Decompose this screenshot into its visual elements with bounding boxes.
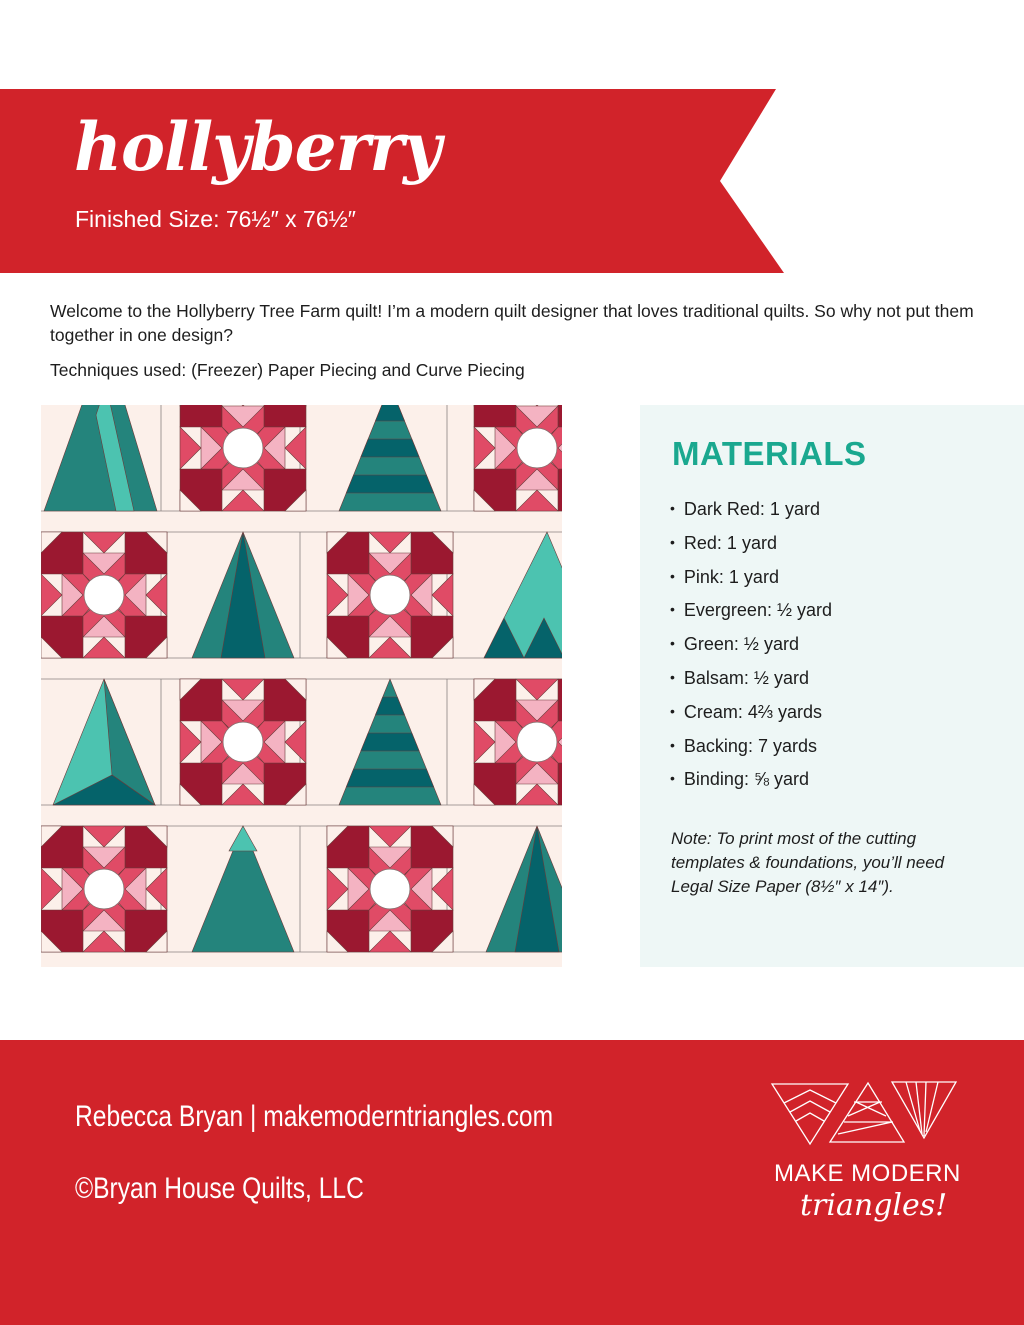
star-corner <box>558 763 562 805</box>
copyright-line: ©Bryan House Quilts, LLC <box>75 1172 364 1205</box>
tree-stripe <box>361 733 419 751</box>
quilt-patch <box>41 574 62 616</box>
quilt-patch <box>83 532 125 553</box>
tree-stripe <box>361 439 419 457</box>
materials-panel <box>640 405 1024 967</box>
quilt-patch <box>146 574 167 616</box>
quilt-illustration <box>41 405 562 967</box>
quilt-patch <box>327 868 348 910</box>
star-circle <box>223 428 263 468</box>
material-item: • Red: 1 yard <box>670 533 832 567</box>
material-item: • Cream: 4⅔ yards <box>670 702 832 736</box>
star-corner <box>264 405 306 427</box>
quilt-patch <box>222 679 264 700</box>
quilt-patch <box>83 637 125 658</box>
finished-size: Finished Size: 76½″ x 76½″ <box>75 206 356 232</box>
material-item: • Dark Red: 1 yard <box>670 499 832 533</box>
quilt-patch <box>180 721 201 763</box>
pattern-title: hollyberry <box>74 108 441 186</box>
materials-list <box>670 499 832 803</box>
star-circle <box>370 869 410 909</box>
material-item: • Green: ½ yard <box>670 634 832 668</box>
quilt-patch <box>369 931 411 952</box>
material-item: • Balsam: ½ yard <box>670 668 832 702</box>
star-circle <box>84 575 124 615</box>
star-circle <box>517 722 557 762</box>
quilt-patch <box>432 868 453 910</box>
quilt-patch <box>41 868 62 910</box>
intro-text: Welcome to the Hollyberry Tree Farm quilt! I’m a modern quilt designer that loves traditional quilts. So why not put them together in one design? <box>50 301 974 345</box>
quilt-patch <box>146 868 167 910</box>
star-circle <box>223 722 263 762</box>
quilt-patch <box>516 490 558 511</box>
star-corner <box>558 469 562 511</box>
quilt-patch <box>285 721 306 763</box>
quilt-patch <box>474 721 495 763</box>
material-item: • Backing: 7 yards <box>670 736 832 770</box>
materials-heading: MATERIALS <box>672 435 867 472</box>
quilt-patch <box>369 532 411 553</box>
quilt-patch <box>516 679 558 700</box>
star-circle <box>370 575 410 615</box>
logo-script: triangles! <box>800 1188 948 1223</box>
tree-stripe <box>346 475 433 493</box>
logo-text: MAKE MODERN <box>774 1160 961 1187</box>
quilt-patch <box>83 826 125 847</box>
material-item: • Pink: 1 yard <box>670 567 832 601</box>
techniques-text: Techniques used: (Freezer) Paper Piecing and Curve Piecing <box>50 360 525 380</box>
star-circle <box>84 869 124 909</box>
quilt-patch <box>516 784 558 805</box>
quilt-patch <box>432 574 453 616</box>
star-corner <box>474 405 516 427</box>
tree-stripe <box>375 697 404 715</box>
star-corner <box>558 405 562 427</box>
tree-stripe <box>375 405 404 421</box>
quilt-patch <box>180 427 201 469</box>
quilt-patch <box>369 826 411 847</box>
tree-stripe <box>346 769 433 787</box>
quilt-patch <box>285 427 306 469</box>
quilt-patch <box>369 637 411 658</box>
star-corner <box>558 679 562 721</box>
author-line: Rebecca Bryan | makemoderntriangles.com <box>75 1100 554 1133</box>
tree-top <box>229 826 257 851</box>
material-item: • Evergreen: ½ yard <box>670 600 832 634</box>
paper-note: Note: To print most of the cutting templates & foundations, you’ll need Legal Size Paper (8½″ x 14″). <box>671 829 945 896</box>
quilt-patch <box>327 574 348 616</box>
star-corner <box>180 405 222 427</box>
quilt-patch <box>83 931 125 952</box>
quilt-patch <box>222 784 264 805</box>
quilt-patch <box>474 427 495 469</box>
quilt-patch <box>222 490 264 511</box>
star-circle <box>517 428 557 468</box>
material-item: • Binding: ⅝ yard <box>670 769 832 803</box>
